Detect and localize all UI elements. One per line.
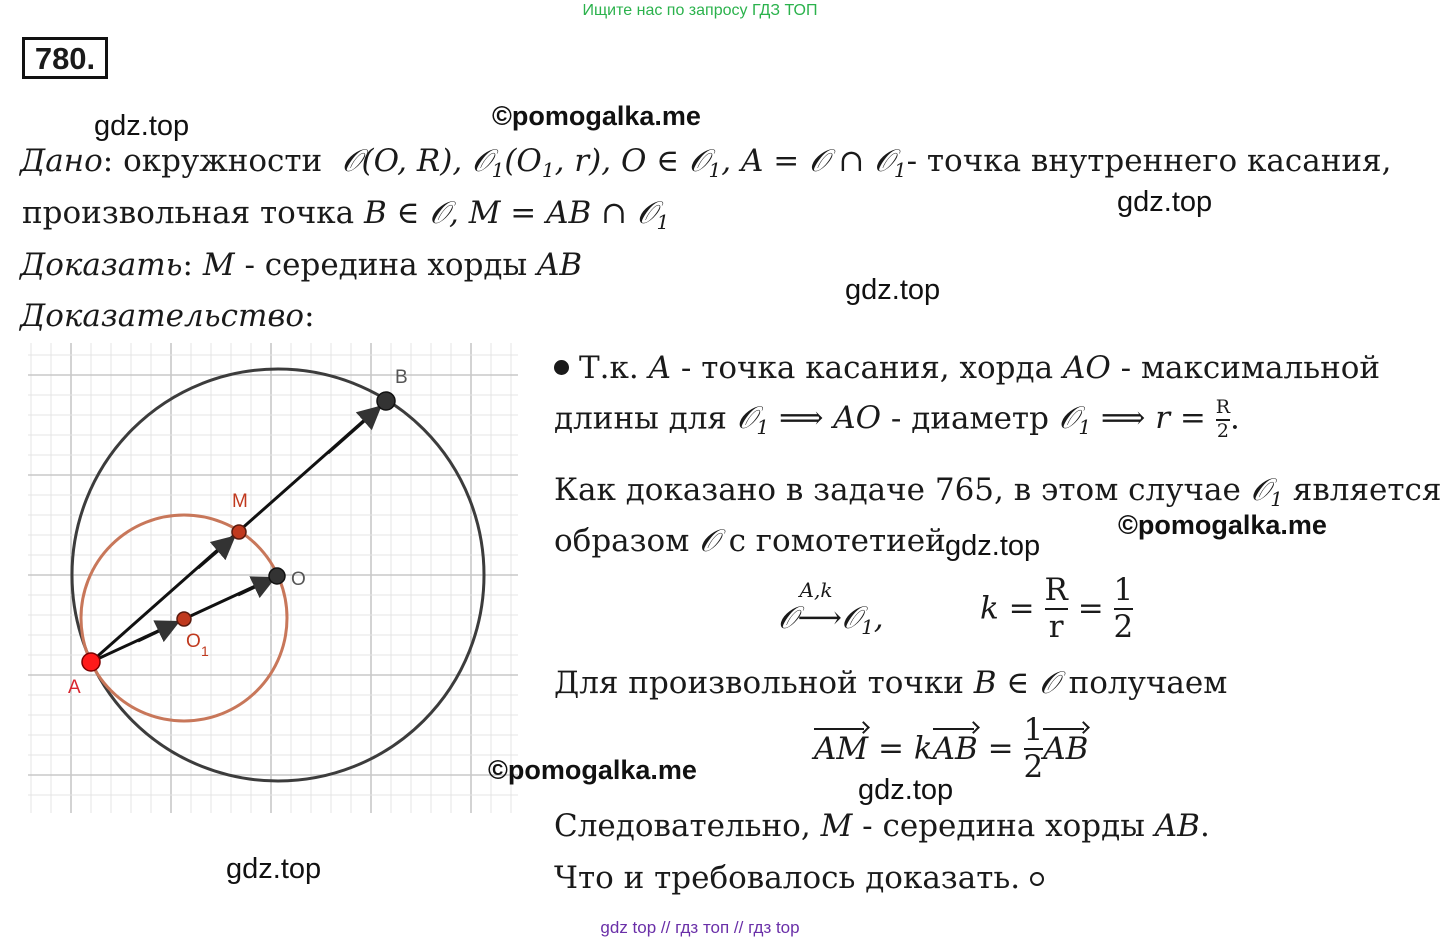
vector-formula: AM = kAB = $\frac{1}{2}$ AB	[814, 712, 1089, 785]
watermark-pomogalka: ©pomogalka.me	[1118, 510, 1327, 540]
given-intro: : окружности	[102, 143, 323, 179]
given-line-2	[22, 195, 669, 232]
prove-ab: AB	[537, 247, 583, 283]
footer-links[interactable]: gdz top // гдз топ // гдз top	[600, 918, 800, 937]
problem-number: 780.	[22, 37, 108, 79]
watermark-pomogalka: ©pomogalka.me	[492, 101, 701, 131]
proof-label-line: Доказательство:	[20, 298, 315, 334]
proof-l1c: - максимальной	[1120, 350, 1381, 386]
proof-label: Доказательство	[20, 298, 305, 334]
label-o1-sub: 1	[201, 643, 209, 659]
watermark-gdz: gdz.top	[226, 853, 322, 885]
arrow-ao1	[138, 622, 178, 641]
prove-line: Доказать: M - середина хорды AB	[20, 247, 583, 283]
proof-l3: Как доказано в задаче 765, в этом случае	[554, 472, 1241, 508]
arrow-am	[198, 537, 234, 568]
top-banner: Ищите нас по запросу ГДЗ ТОП	[582, 2, 818, 19]
given-tail: - точка внутреннего касания,	[906, 143, 1392, 179]
watermark-gdz: gdz.top	[94, 110, 190, 142]
label-m: M	[232, 491, 248, 512]
watermark-pomogalka: ©pomogalka.me	[488, 755, 697, 785]
fraction-r-half: $\frac{R}{2}$	[1215, 396, 1231, 442]
prove-label: Доказать	[20, 247, 183, 283]
given-line2-math: B ∈ 𝒪, M = AB ∩ 𝒪$_1$	[364, 195, 670, 234]
proof-l4a: образом	[554, 523, 690, 559]
proof-line-3: Как доказано в задаче 765, в этом случае 𝒪$_1$ является	[554, 472, 1441, 511]
given-label: Дано	[20, 143, 103, 179]
proof-l6a: Следовательно,	[554, 808, 811, 844]
proof-l2b: - диаметр	[890, 400, 1049, 437]
fraction-one-half: $\frac{1}{2}$	[1113, 572, 1134, 645]
given-line-1	[20, 143, 1391, 180]
proof-line-4: образом 𝒪 с гомотетией	[554, 523, 946, 559]
proof-l1b: - точка касания, хорда	[680, 350, 1054, 386]
proof-l5b: получаем	[1068, 665, 1228, 701]
homothety-map: 𝒪 A,k ⟶𝒪$_1$,	[778, 578, 884, 639]
point-b	[377, 392, 395, 410]
watermark-gdz: gdz.top	[1117, 186, 1213, 218]
watermark-gdz: gdz.top	[845, 274, 941, 306]
prove-m: M	[202, 247, 235, 283]
proof-line-7	[554, 860, 1044, 896]
watermark-gdz: gdz.top	[945, 530, 1041, 562]
proof-line-2: длины для 𝒪$_1$ ⟹ AO - диаметр 𝒪$_1$ ⟹ r = $\frac{R}{2}$ .	[554, 396, 1240, 442]
k-formula: k = $\frac{R}{r}$ = $\frac{1}{2}$	[980, 572, 1134, 645]
label-b: B	[395, 367, 408, 388]
point-o	[269, 568, 285, 584]
given-line2-text: произвольная точка	[22, 195, 355, 231]
homothety-label: A,k	[799, 578, 833, 602]
proof-l2a: длины для	[554, 400, 727, 437]
proof-line-6: Следовательно, M - середина хорды AB.	[554, 808, 1210, 844]
given-math: 𝒪(O, R), $𝒪_1(O_1$, r), O ∈ 𝒪$_1$, A = 𝒪 ∩ 𝒪$_1$	[332, 143, 907, 182]
geometry-figure	[28, 343, 518, 813]
proof-l3b: является	[1292, 472, 1441, 508]
arrow-o1o	[238, 578, 274, 595]
label-o: O	[291, 569, 306, 590]
fraction-r-over-r: $\frac{R}{r}$	[1044, 572, 1068, 645]
proof-line-5: Для произвольной точки B ∈ 𝒪 получаем	[554, 665, 1228, 701]
proof-l7: Что и требовалось доказать.	[554, 860, 1021, 896]
arrow-ab	[328, 407, 380, 453]
proof-l4b: с гомотетией	[728, 523, 946, 559]
proof-line-1: Т.к. A - точка касания, хорда AO - максимальной	[554, 350, 1380, 386]
prove-text: - середина хорды	[244, 247, 528, 283]
fraction-one-half-2: $\frac{1}{2}$	[1023, 712, 1044, 785]
qed-icon	[1030, 872, 1044, 886]
proof-l5: Для произвольной точки	[554, 665, 964, 701]
proof-l1a: Т.к.	[579, 350, 639, 386]
proof-l6b: - середина хорды	[862, 808, 1145, 844]
label-o1: O	[186, 631, 201, 652]
point-a	[82, 653, 100, 671]
label-a: A	[68, 677, 81, 698]
point-m	[232, 525, 246, 539]
watermark-gdz: gdz.top	[858, 774, 954, 806]
bullet-icon	[554, 360, 569, 375]
point-o1	[177, 612, 191, 626]
